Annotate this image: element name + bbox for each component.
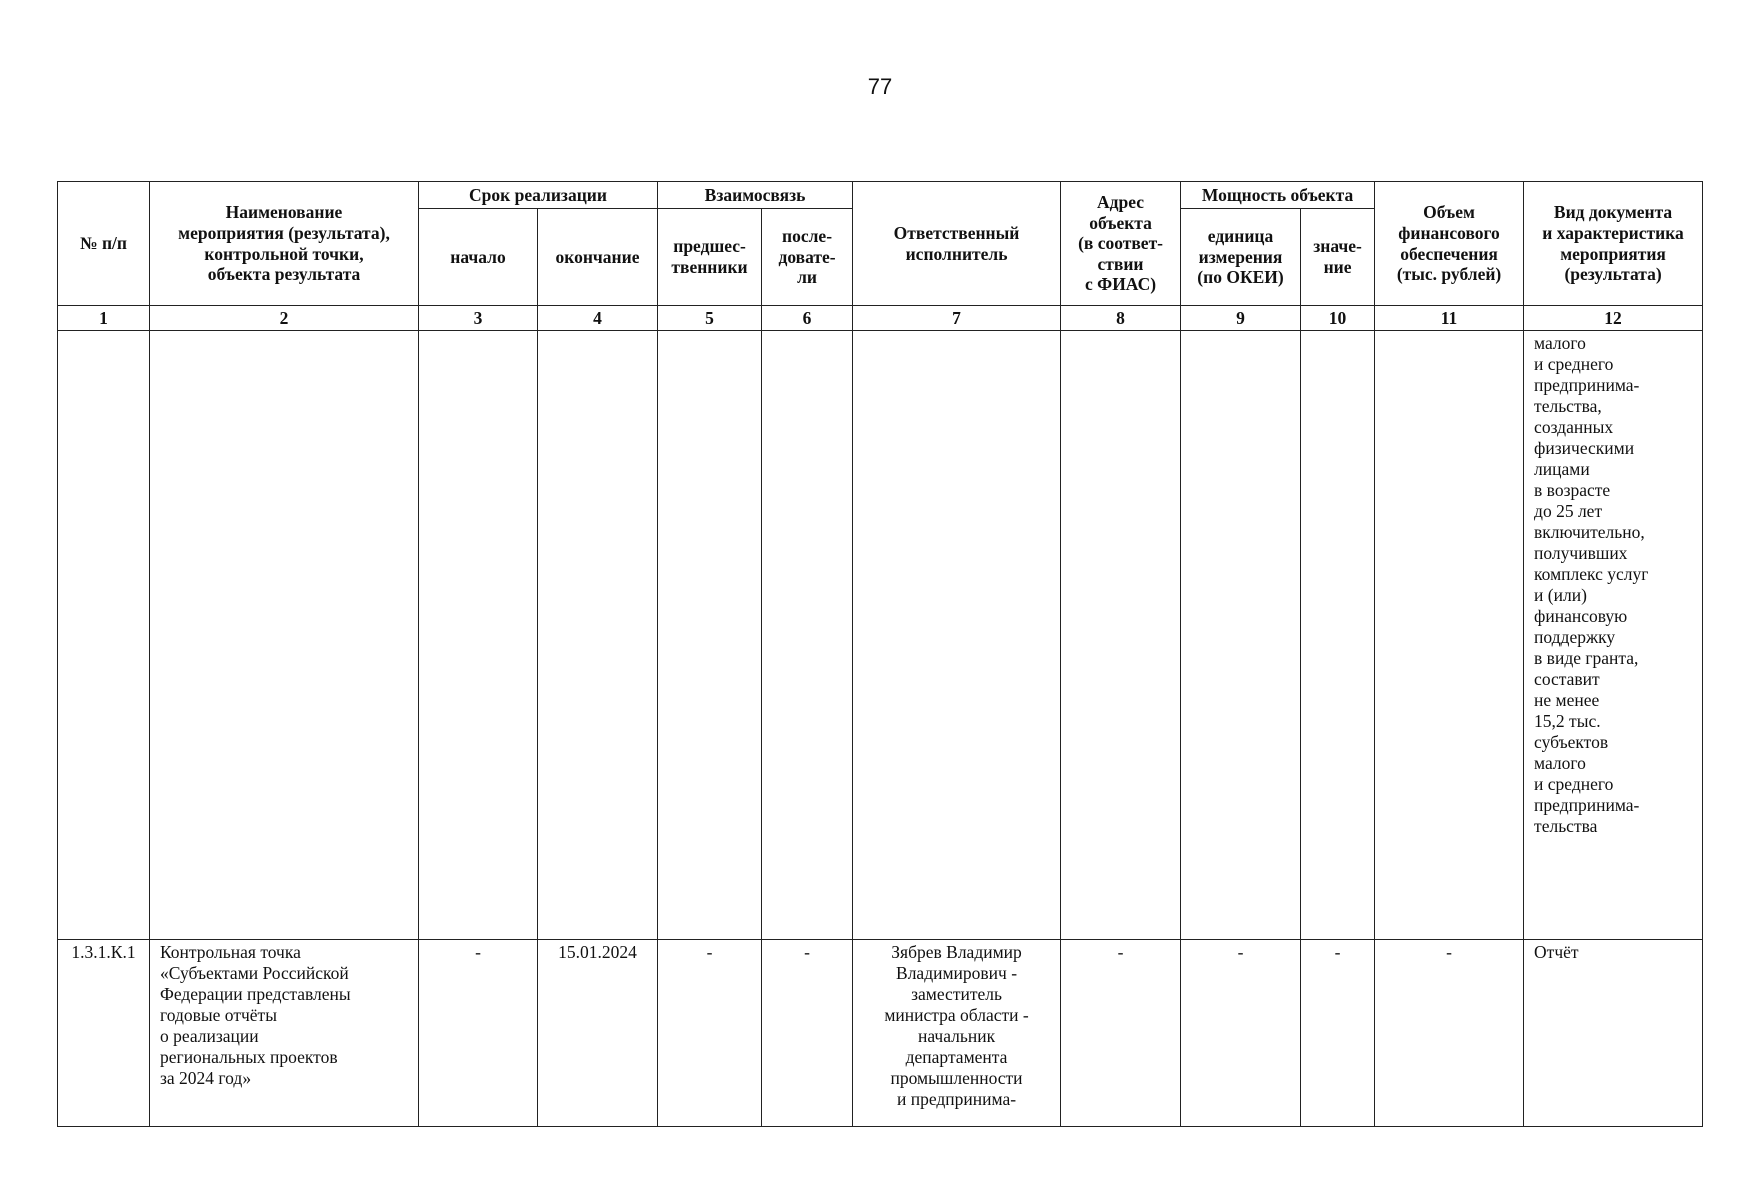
column-number: 7 [853,306,1061,331]
table-cell [1181,331,1301,940]
column-number: 4 [538,306,658,331]
doc-characteristic-text: малого и среднего предпринима- тельства, созданных физическими лицами в возрасте до 25 лет включительно, получивших комплекс услуг и (или) финансовую поддержку в виде гранта, составит не менее 15,2 тыс. субъектов малого и среднего предпринима- тельства [1524,331,1703,940]
table-cell [1301,331,1375,940]
column-number: 8 [1061,306,1181,331]
column-number: 2 [150,306,419,331]
col-header-finance: Объем финансового обеспечения (тыс. рублей) [1375,182,1524,306]
column-number: 12 [1524,306,1703,331]
col-header-unit: единица измерения (по ОКЕИ) [1181,209,1301,306]
col-header-address: Адрес объекта (в соответ- ствии с ФИАС) [1061,182,1181,306]
col-header-doc: Вид документа и характеристика мероприятия (результата) [1524,182,1703,306]
finance-volume: - [1375,940,1524,1127]
table-cell [658,331,762,940]
col-header-start: начало [419,209,538,306]
header-row-1 [58,182,1703,209]
table-cell [1375,331,1524,940]
col-header-num: № п/п [58,182,150,306]
unit-of-measure: - [1181,940,1301,1127]
column-number: 5 [658,306,762,331]
column-numbers-row [58,306,1703,331]
responsible-person: Зябрев Владимир Владимирович - заместитель министра области - начальник департамента промышленности и предпринима- [853,940,1061,1127]
col-header-name: Наименование мероприятия (результата), контрольной точки, объекта результата [150,182,419,306]
predecessors: - [658,940,762,1127]
column-number: 6 [762,306,853,331]
group-header-moshch: Мощность объекта [1181,182,1375,209]
col-header-responsible: Ответственный исполнитель [853,182,1061,306]
document-type: Отчёт [1524,940,1703,1127]
column-number: 9 [1181,306,1301,331]
col-header-pred: предшес- твенники [658,209,762,306]
end-date: 15.01.2024 [538,940,658,1127]
column-number: 3 [419,306,538,331]
capacity-value: - [1301,940,1375,1127]
successors: - [762,940,853,1127]
control-point-name: Контрольная точка «Субъектами Российской Федерации представлены годовые отчёты о реализации региональных проектов за 2024 год» [150,940,419,1127]
table-cell [1061,331,1181,940]
measures-table [57,181,1703,1127]
col-header-end: окончание [538,209,658,306]
group-header-srok: Срок реализации [419,182,658,209]
table-cell [762,331,853,940]
row-number: 1.3.1.К.1 [58,940,150,1127]
table-cell [150,331,419,940]
table-row-continued [58,331,1703,940]
object-address: - [1061,940,1181,1127]
column-number: 1 [58,306,150,331]
table-cell [419,331,538,940]
start-date: - [419,940,538,1127]
column-number: 10 [1301,306,1375,331]
table-row-control-point [58,940,1703,1127]
group-header-vzaim: Взаимосвязь [658,182,853,209]
table-cell [58,331,150,940]
col-header-value: значе- ние [1301,209,1375,306]
table-cell [853,331,1061,940]
col-header-posl: после- довате- ли [762,209,853,306]
page-number: 77 [867,74,893,99]
column-number: 11 [1375,306,1524,331]
table-cell [538,331,658,940]
